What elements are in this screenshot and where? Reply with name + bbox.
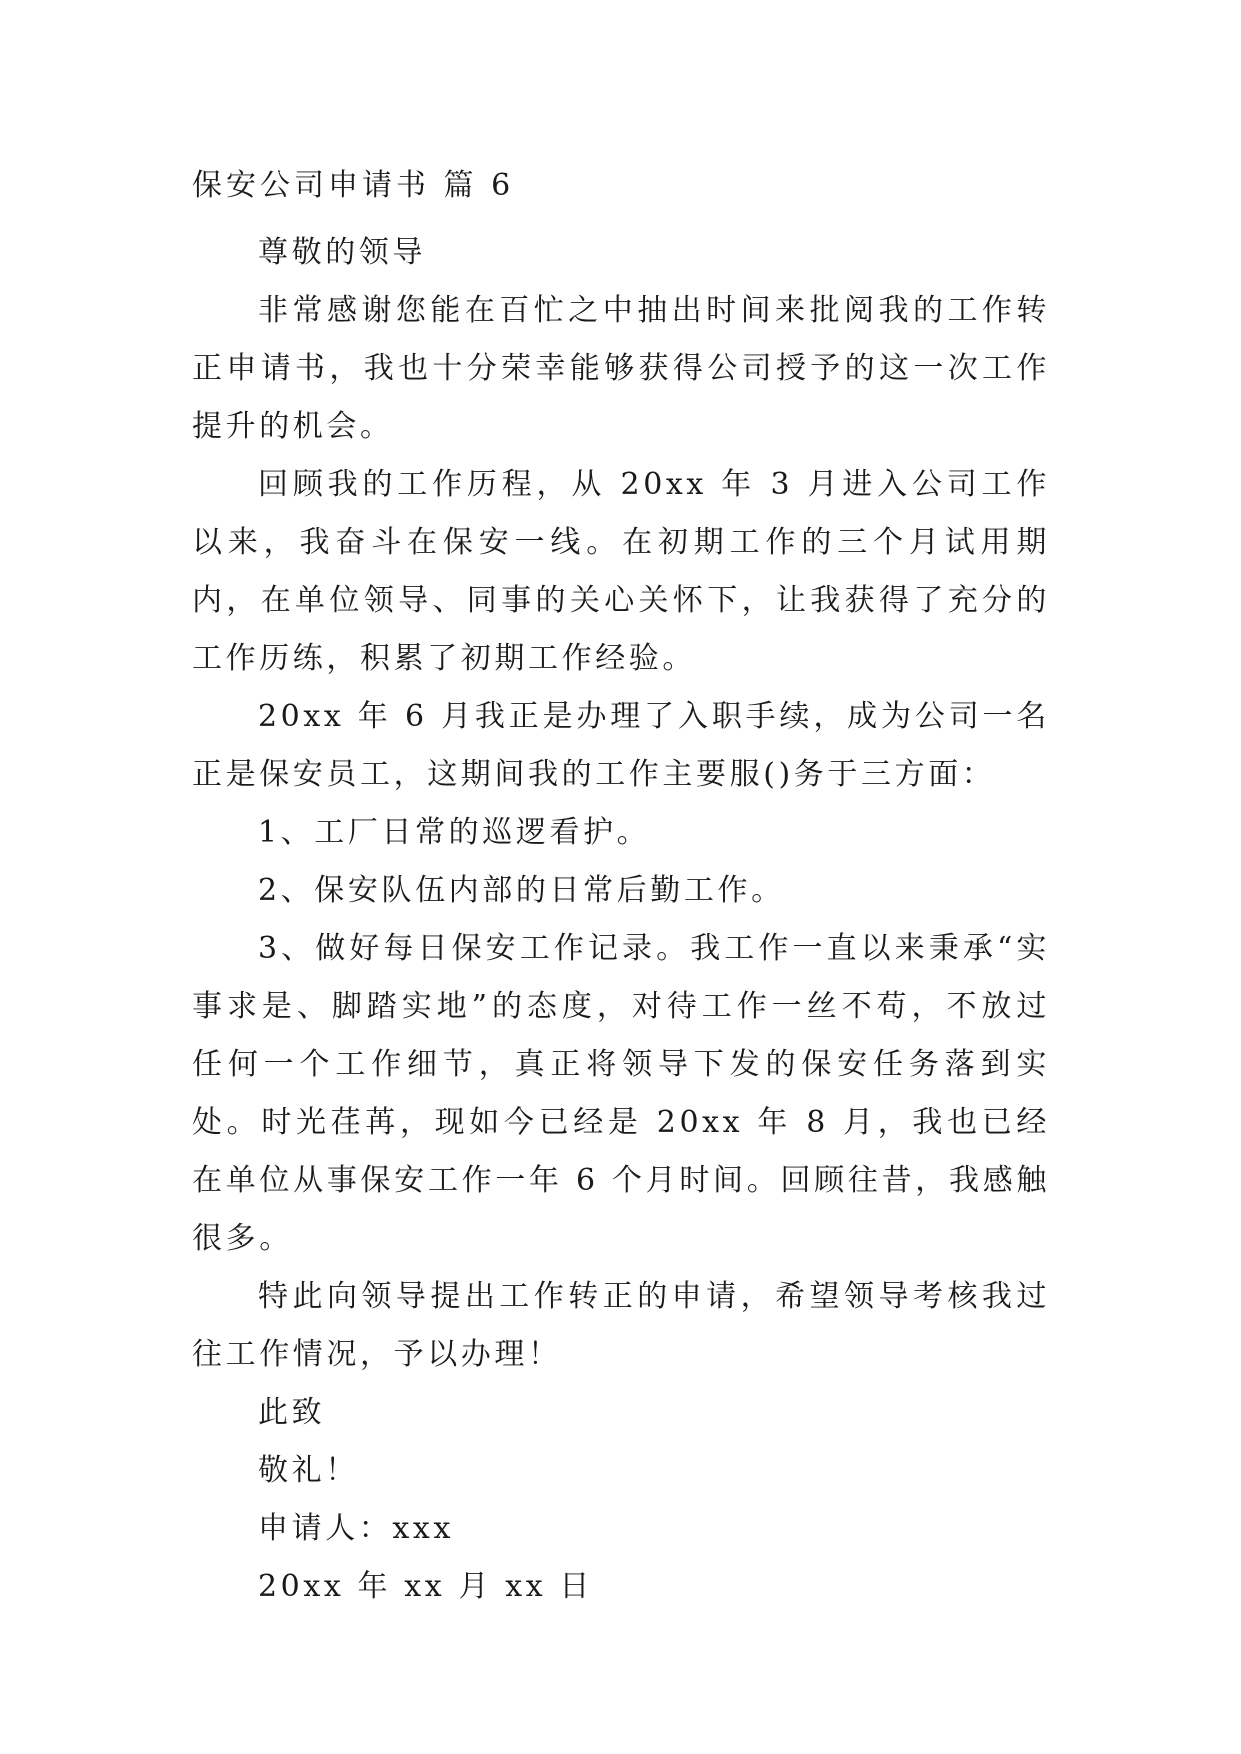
closing: 此致 [258, 1395, 326, 1430]
document-body [192, 224, 1050, 1616]
paragraph-employment: 20xx 年 6 月我正是办理了入职手续，成为公司一名正是保安员工，这期间我的工作主要服()务于三方面： [192, 699, 1050, 792]
paragraph-gratitude: 非常感谢您能在百忙之中抽出时间来批阅我的工作转正申请书，我也十分荣幸能够获得公司授予的这一次工作提升的机会。 [192, 293, 1050, 444]
list-item-duty-2: 2、保安队伍内部的日常后勤工作。 [258, 873, 785, 908]
paragraph-work-history: 回顾我的工作历程，从 20xx 年 3 月进入公司工作以来，我奋斗在保安一线。在初期工作的三个月试用期内，在单位领导、同事的关心关怀下，让我获得了充分的工作历练，积累了初期工作经验。 [192, 467, 1050, 676]
date: 20xx 年 xx 月 xx 日 [258, 1569, 593, 1604]
document-title: 保安公司申请书 篇 6 [192, 168, 515, 203]
regards: 敬礼！ [258, 1453, 359, 1488]
paragraph-request: 特此向领导提出工作转正的申请，希望领导考核我过往工作情况，予以办理！ [192, 1279, 1050, 1372]
salutation: 尊敬的领导 [258, 235, 426, 270]
list-item-duty-3: 3、做好每日保安工作记录。我工作一直以来秉承“实事求是、脚踏实地”的态度，对待工作一丝不苟，不放过任何一个工作细节，真正将领导下发的保安任务落到实处。时光荏苒，现如今已经是 20xx 年 8 月，我也已经在单位从事保安工作一年 6 个月时间。回顾往昔，我感触很多。 [192, 931, 1050, 1256]
applicant: 申请人：xxx [258, 1511, 454, 1546]
list-item-duty-1: 1、工厂日常的巡逻看护。 [258, 815, 651, 850]
